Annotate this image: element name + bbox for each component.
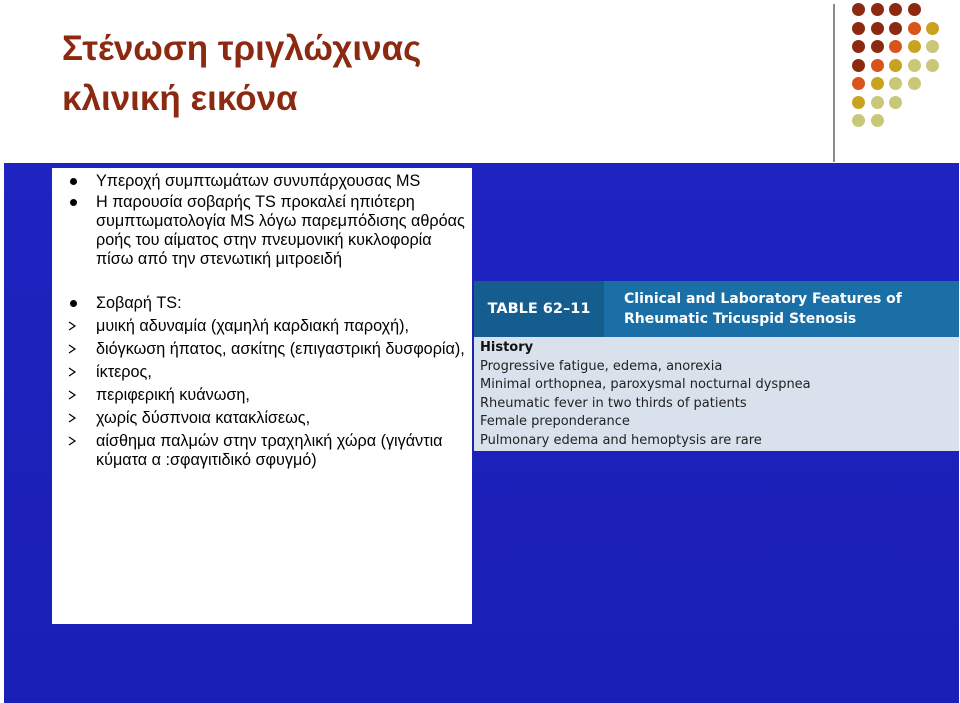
- decorative-dot: [852, 40, 865, 53]
- sub-bullet-text: περιφερική κυάνωση,: [96, 386, 250, 404]
- decorative-dot: [871, 3, 884, 16]
- table-row: Progressive fatigue, edema, anorexia: [480, 358, 723, 374]
- sub-bullet-text: αίσθημα παλμών στην τραχηλική χώρα (γιγάντια κύματα α :σφαγιτιδικό σφυγμό): [96, 432, 443, 469]
- table-row: Rheumatic fever in two thirds of patients: [480, 395, 747, 411]
- sub-bullet-text: χωρίς δύσπνοια κατακλίσεως,: [96, 409, 311, 427]
- decorative-dot: [852, 3, 865, 16]
- decorative-dot: [871, 96, 884, 109]
- table-section-heading: History: [480, 340, 534, 355]
- decorative-dot: [926, 59, 939, 72]
- decorative-dot: [908, 40, 921, 53]
- decorative-dot: [871, 40, 884, 53]
- arrow-bullet-icon: [66, 432, 80, 451]
- decorative-dot: [889, 40, 902, 53]
- divider-line: [833, 4, 835, 162]
- slide-title: [62, 24, 602, 124]
- bullet-text: Σοβαρή TS:: [96, 294, 182, 312]
- decorative-dot: [889, 77, 902, 90]
- decorative-dot: [852, 96, 865, 109]
- sub-bullet-item: [66, 317, 466, 336]
- decorative-dot: [852, 22, 865, 35]
- table-title-line2: Rheumatic Tricuspid Stenosis: [624, 311, 857, 327]
- slide-title-line2: κλινική εικόνα: [62, 79, 298, 118]
- decorative-dot: [871, 22, 884, 35]
- arrow-bullet-icon: [66, 363, 80, 382]
- slide-title-line1: Στένωση τριγλώχινας: [62, 29, 422, 68]
- decorative-dot: [908, 22, 921, 35]
- table-row: Minimal orthopnea, paroxysmal nocturnal dyspnea: [480, 377, 811, 392]
- decorative-dot: [852, 77, 865, 90]
- sub-bullet-item: [66, 363, 466, 382]
- decorative-dot: [889, 96, 902, 109]
- textbook-table: [474, 281, 959, 451]
- decorative-dot: [871, 59, 884, 72]
- table-number: TABLE 62–11: [474, 281, 604, 337]
- bullet-item: [66, 294, 466, 313]
- table-title-line1: Clinical and Laboratory Features of: [624, 291, 902, 307]
- bullet-dot-icon: [66, 172, 80, 185]
- sub-bullet-text: διόγκωση ήπατος, ασκίτης (επιγαστρική δυσφορία),: [96, 340, 465, 358]
- decorative-dot: [871, 114, 884, 127]
- decorative-dot: [889, 3, 902, 16]
- decorative-dot: [908, 3, 921, 16]
- bullet-item: [66, 193, 466, 269]
- arrow-bullet-icon: [66, 386, 80, 405]
- bullet-item: [66, 172, 466, 191]
- sub-bullet-item: [66, 432, 466, 470]
- sub-bullet-text: ίκτερος,: [96, 363, 152, 381]
- bullet-text: Υπεροχή συμπτωμάτων συνυπάρχουσας MS: [96, 172, 421, 190]
- decorative-dot: [908, 59, 921, 72]
- bullet-text: Η παρουσία σοβαρής TS προκαλεί ηπιότερη συμπτωματολογία MS λόγω παρεμπόδισης αθρόας ροής του αίματος στην πνευμονική κυκλοφορία πίσω από την στενωτική μιτροειδή: [96, 193, 465, 268]
- decorative-dot: [908, 77, 921, 90]
- decorative-dot: [926, 40, 939, 53]
- sub-bullet-item: [66, 386, 466, 405]
- table-title: [624, 289, 954, 329]
- bullet-dot-icon: [66, 294, 80, 307]
- sub-bullet-item: [66, 409, 466, 428]
- decorative-dot: [926, 22, 939, 35]
- arrow-bullet-icon: [66, 340, 80, 359]
- bullet-dot-icon: [66, 193, 80, 206]
- table-row: Pulmonary edema and hemoptysis are rare: [480, 432, 762, 448]
- sub-bullet-item: [66, 340, 466, 359]
- decorative-dot: [852, 114, 865, 127]
- decorative-dot: [871, 77, 884, 90]
- sub-bullet-text: μυική αδυναμία (χαμηλή καρδιακή παροχή),: [96, 317, 410, 335]
- decorative-dot: [889, 59, 902, 72]
- table-header: [474, 281, 959, 337]
- table-row: Female preponderance: [480, 414, 630, 429]
- arrow-bullet-icon: [66, 317, 80, 336]
- decorative-dot: [852, 59, 865, 72]
- bullet-list: [66, 172, 466, 470]
- table-body: [474, 337, 959, 451]
- decorative-dot: [889, 22, 902, 35]
- arrow-bullet-icon: [66, 409, 80, 428]
